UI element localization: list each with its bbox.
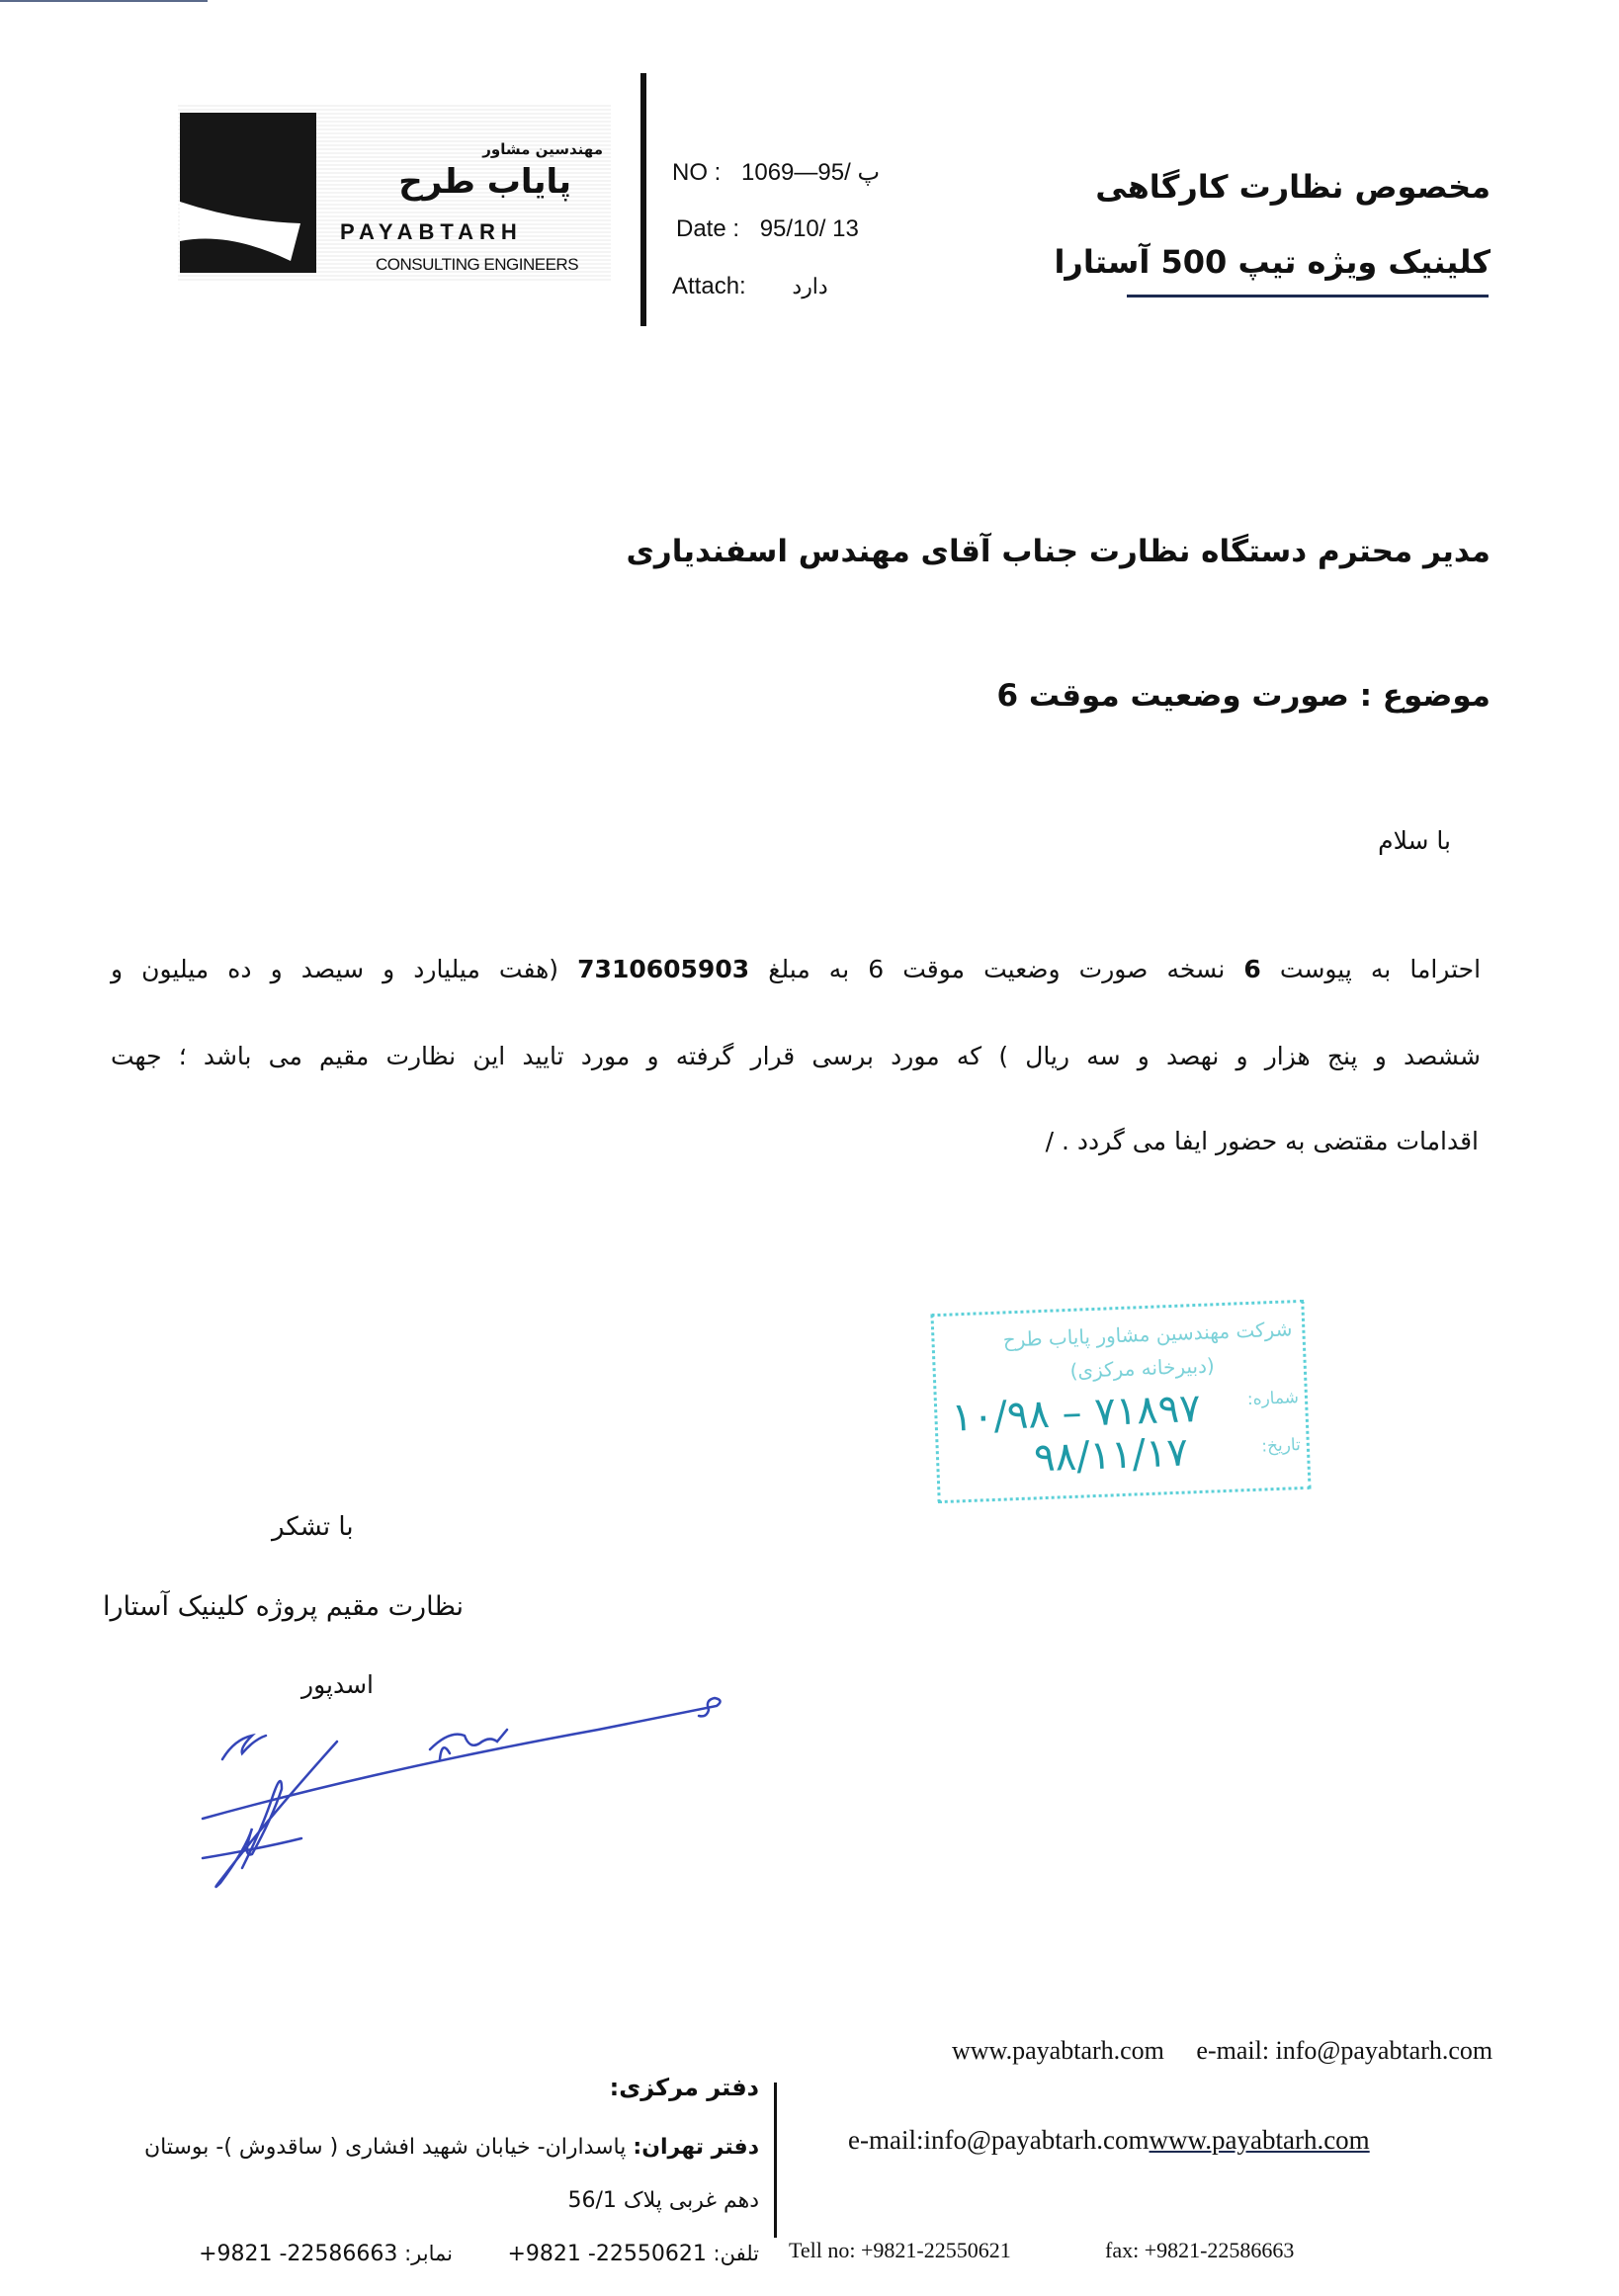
footer-contact-2 [848,2125,1370,2156]
fax-fa-value: +9821 -22586663 [199,2242,398,2266]
stamp-number-value: ۱۰/۹۸ – ۷۱۸۹۷ [950,1385,1202,1441]
stamp-org: شرکت مهندسین مشاور پایاب طرح [1002,1317,1293,1352]
stamp-number-label: شماره: [1246,1388,1300,1410]
body-line-1 [111,955,1481,983]
signatory-org: نظارت مقیم پروژه کلینیک آستارا [103,1591,464,1622]
phone-fa-label: تلفن: [713,2242,759,2265]
body-text: احتراما به پیوست [1279,955,1482,983]
central-office-label: دفتر مرکزی: [609,2074,759,2101]
received-stamp [930,1300,1311,1503]
scan-edge-line [0,0,208,2]
phone-fa [507,2242,759,2266]
email-link-2[interactable]: e-mail:info@payabtarh.com [848,2125,1150,2155]
letter-number [672,158,880,187]
logo-company-fa: پایاب طرح [398,162,571,202]
footer-divider [774,2083,777,2238]
logo-company-en: PAYABTARH [340,219,523,244]
body-line-2: ششصد و پنج هزار و نهصد و سه ریال ) که مورد برسی قرار گرفته و مورد تایید این نظارت مقیم می باشد ؛ جهت [111,1042,1481,1070]
phone-en: Tell no: +9821-22550621 [789,2238,1011,2262]
title-underline [1127,295,1489,298]
phone-fa-value: +9821 -22550621 [507,2242,707,2266]
letter-attach [672,273,828,300]
website-link-2[interactable]: www.payabtarh.com [1149,2125,1370,2155]
tehran-label: دفتر تهران: [633,2135,759,2160]
title-line-2: کلینیک ویژه تیپ 500 آستارا [1054,243,1491,281]
address-line-2: دهم غربی پلاک 56/1 [567,2188,759,2213]
stamp-dept: (دبیرخانه مرکزی) [1069,1353,1216,1383]
header-divider [640,73,646,326]
body-text: نسخه صورت وضعیت موقت 6 به مبلغ [768,955,1226,983]
fax-fa-label: نمابر: [404,2242,453,2265]
stamp-date-label: تاریخ: [1260,1435,1302,1457]
letter-date [676,215,859,243]
tehran-address [144,2135,759,2160]
email-link[interactable]: e-mail: info@payabtarh.com [1196,2036,1493,2065]
signatory-name: اسدپور [301,1670,374,1699]
date-label: Date : [676,215,740,242]
fax-en: fax: +9821-22586663 [1105,2238,1295,2262]
subject: موضوع : صورت وضعیت موقت 6 [996,678,1491,714]
handwritten-signature [183,1670,736,1921]
greeting: با سلام [1378,826,1451,855]
fax-fa [199,2242,453,2266]
attach-value: دارد [792,274,828,298]
company-logo [178,103,611,281]
logo-mark-icon [180,113,316,273]
copies-count: 6 [1243,955,1261,983]
recipient: مدیر محترم دستگاه نظارت جناب آقای مهندس اسفندیاری [626,534,1491,569]
stamp-date-value: ۹۸/۱۱/۱۷ [1033,1429,1189,1482]
website-link[interactable]: www.payabtarh.com [952,2036,1164,2065]
body-line-3: اقدامات مقتضی به حضور ایفا می گردد . / [1045,1127,1479,1155]
body-text: (هفت میلیارد و سیصد و ده میلیون و [111,955,559,983]
title-line-1: مخصوص نظارت کارگاهی [1095,168,1491,206]
number-value: پ /95—1069 [741,159,881,186]
logo-company-fa-small: مهندسین مشاور [482,140,603,158]
footer-contact-top [952,2036,1492,2066]
logo-subtitle: CONSULTING ENGINEERS [376,255,579,274]
attach-label: Attach: [672,273,746,299]
date-value: 95/10/ 13 [759,215,859,242]
amount: 7310605903 [577,955,750,983]
number-label: NO : [672,159,722,186]
closing: با تشکر [272,1512,354,1542]
tehran-address-text: پاسداران- خیابان شهید افشاری ( ساقدوش )- بوستان [143,2135,627,2160]
